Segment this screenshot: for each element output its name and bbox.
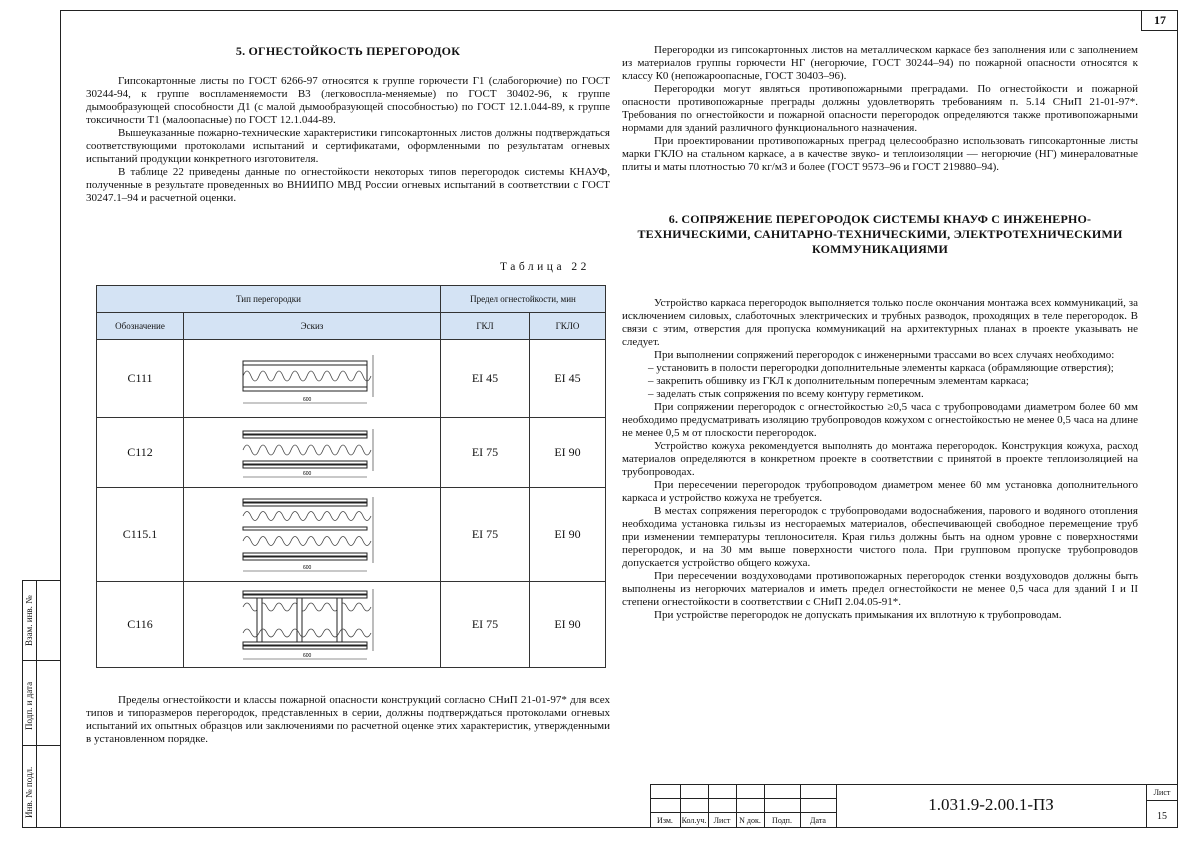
stamp-header: Изм.: [657, 816, 673, 825]
value-gkl: EI 75: [441, 488, 530, 582]
paragraph: Перегородки из гипсокартонных листов на металлическом каркасе без заполнения или с заполнением из материалов группы горючести НГ (негорючие, ГОСТ 30244–94) по пожарной опасности относятся к классу К0 (непожароопасные, ГОСТ 30403–96).: [622, 44, 1138, 82]
value-gklo: EI 90: [530, 582, 606, 668]
header-designation: Обозначение: [97, 313, 184, 340]
list-item: – установить в полости перегородки дополнительные элементы каркаса (обрамляющие отверстия);: [648, 362, 1114, 374]
paragraph: Гипсокартонные листы по ГОСТ 6266-97 относятся к группе горючести Г1 (слабогорючие) по ГОСТ 30244-94, к группе воспламеняемости В3 (легковоспла-меняемые) по ГОСТ 30402-96, к группе дымообразующей способности Д1 (с малой дымообразующей способностью) по ГОСТ 12.1.044-89, к группе токсичности Т1 (малоопасные) по ГОСТ 12.1.044-89.: [86, 75, 610, 126]
designation: С112: [97, 418, 184, 488]
sheet-number-top: 17: [1141, 10, 1178, 31]
side-binding-strip: [22, 580, 60, 828]
fire-resistance-table: [96, 285, 606, 668]
header-gklo: ГКЛО: [530, 313, 606, 340]
svg-text:600: 600: [303, 470, 312, 477]
paragraph: Пределы огнестойкости и классы пожарной опасности конструкций согласно СНиП 21-01-97* для всех типов и типоразмеров перегородок, представленных в серии, должны подтверждаться протоколами огневых испытаний их опытных образцов или заключениями по расчетной оценке этих характеристик, утвержденными в установленном порядке.: [86, 694, 610, 745]
header-partition-type: Тип перегородки: [97, 286, 441, 313]
header-gkl: ГКЛ: [441, 313, 530, 340]
side-label-inventory: Инв. № подл.: [24, 766, 34, 818]
paragraph: Устройство каркаса перегородок выполняется только после окончания монтажа всех коммуникаций, за исключением силовых, слаботочных электрических и трубных разводок, проходящих в теле перегородок. В связи с этим, отверстия для пропуска коммуникаций на архитектурных планах в проекте указывать не следует.: [622, 297, 1138, 348]
paragraph: Устройство кожуха рекомендуется выполнять до монтажа перегородок. Конструкция кожуха, расход материалов определяются в конкретном проекте в соответствии с принятой в проекте теплоизоляцией на трубопроводах.: [622, 440, 1138, 478]
stamp-header: N док.: [739, 816, 761, 825]
paragraph: При выполнении сопряжений перегородок с инженерными трассами во всех случаях необходимо:: [654, 349, 1115, 361]
paragraph: При пересечении перегородок трубопроводом диаметром менее 60 мм установка дополнительного каркаса и устройство кожуха не требуется.: [622, 479, 1138, 504]
partition-sketch: [237, 493, 387, 577]
requirements-list: [622, 362, 1138, 401]
side-label-sign: Подп. и дата: [24, 681, 34, 730]
paragraph: При сопряжении перегородок с огнестойкостью ≥0,5 часа с трубопроводами диаметром более 60 мм необходимо предусматривать изоляцию трубопроводов кожухом с огнестойкостью не менее 0,5 часа на длине не менее 0,5 м от плоскости перегородок.: [622, 401, 1138, 439]
sheet-number: 15: [1157, 811, 1167, 822]
table-caption: Таблица 22: [500, 261, 590, 273]
paragraph: Вышеуказанные пожарно-технические характеристики гипсокартонных листов должны подтверждаться соответствующими протоколами испытаний и сертификатами, оформленными по результатам огневых испытаний продукции конкретного изготовителя.: [86, 127, 610, 165]
sketch-c115-1: [184, 488, 441, 582]
stamp-header: Дата: [810, 816, 826, 825]
partition-sketch: [237, 347, 387, 411]
designation: С111: [97, 340, 184, 418]
stamp-header: Подп.: [772, 816, 792, 825]
right-column: [622, 44, 1138, 622]
paragraph: Перегородки могут являться противопожарными преградами. По огнестойкости и пожарной опасности противопожарные преграды должны удовлетворять требованиям п. 5.14 СНиП 21-01-97*. Требования по огнестойкости и пожарной опасности перегородок определяются также противопожарными нормами для зданий различного функционального назначения.: [622, 83, 1138, 134]
partition-sketch: [237, 423, 387, 483]
value-gklo: EI 90: [530, 418, 606, 488]
svg-text:600: 600: [303, 396, 312, 403]
side-label-replace: Взам. инв. №: [24, 595, 34, 646]
table-row: [97, 488, 606, 582]
svg-text:600: 600: [303, 652, 312, 659]
table-row: [97, 418, 606, 488]
value-gkl: EI 45: [441, 340, 530, 418]
sketch-c116: [184, 582, 441, 668]
table-row: [97, 340, 606, 418]
after-table-block: [86, 694, 610, 746]
document-code: 1.031.9-2.00.1-ПЗ: [928, 795, 1054, 814]
designation: С116: [97, 582, 184, 668]
sketch-c111: [184, 340, 441, 418]
list-item: – закрепить обшивку из ГКЛ к дополнительным поперечным элементам каркаса;: [648, 375, 1029, 387]
stamp-header: Кол.уч.: [681, 816, 707, 825]
section-5-heading: 5. ОГНЕСТОЙКОСТЬ ПЕРЕГОРОДОК: [235, 44, 461, 58]
paragraph: В таблице 22 приведены данные по огнестойкости некоторых типов перегородок системы КНАУФ, полученные в результате проведенных во ВНИИПО МВД России огневых испытаний в соответствии с ГОСТ 30247.1–94 и расчетной оценки.: [86, 166, 610, 204]
paragraph: При проектировании противопожарных преград целесообразно использовать гипсокартонные листы марки ГКЛО на стальном каркасе, а в качестве звуко- и теплоизоляции — негорючие (НГ) минераловатные плиты и маты плотностью 70 кг/м3 и более (ГОСТ 9573–96 и ГОСТ 219880–94).: [622, 135, 1138, 173]
section-6-heading: 6. СОПРЯЖЕНИЕ ПЕРЕГОРОДОК СИСТЕМЫ КНАУФ С ИНЖЕНЕРНО-ТЕХНИЧЕСКИМИ, САНИТАРНО-ТЕХНИЧЕСКИМИ, ЭЛЕКТРОТЕХНИЧЕСКИМИ КОММУНИКАЦИЯМИ: [637, 212, 1123, 256]
value-gkl: EI 75: [441, 418, 530, 488]
stamp-header: Лист: [713, 816, 731, 825]
designation: С115.1: [97, 488, 184, 582]
list-item: – заделать стык сопряжения по всему контуру герметиком.: [648, 388, 924, 400]
partition-sketch: [237, 585, 387, 665]
svg-text:600: 600: [303, 564, 312, 571]
title-block: [650, 784, 1178, 828]
left-column: [86, 44, 610, 205]
header-fire-limits: Предел огнестойкости, мин: [441, 286, 606, 313]
value-gkl: EI 75: [441, 582, 530, 668]
paragraph: В местах сопряжения перегородок с трубопроводами водоснабжения, парового и водяного отопления необходима установка гильзы из несгораемых материалов, обеспечивающей свободное перемещение труб при изменении температуры теплоносителя. Края гильз должны быть на одном уровне с поверхностями перегородок, и на 30 мм выше поверхности чистого пола. При групповом пропуске трубопроводов допускается устройство общего кожуха.: [622, 505, 1138, 569]
sketch-c112: [184, 418, 441, 488]
header-sketch: Эскиз: [184, 313, 441, 340]
value-gklo: EI 45: [530, 340, 606, 418]
table-row: [97, 582, 606, 668]
value-gklo: EI 90: [530, 488, 606, 582]
paragraph: При пересечении воздуховодами противопожарных перегородок стенки воздуховодов должны быть выполнены из негорючих материалов и иметь предел огнестойкости не менее 0,5 часа для зданий I и II степени огнестойкости в соответствии с СНиП 2.04.05-91*.: [622, 570, 1138, 608]
sheet-label: Лист: [1153, 788, 1171, 797]
paragraph: При устройстве перегородок не допускать примыкания их вплотную к трубопроводам.: [654, 609, 1062, 621]
